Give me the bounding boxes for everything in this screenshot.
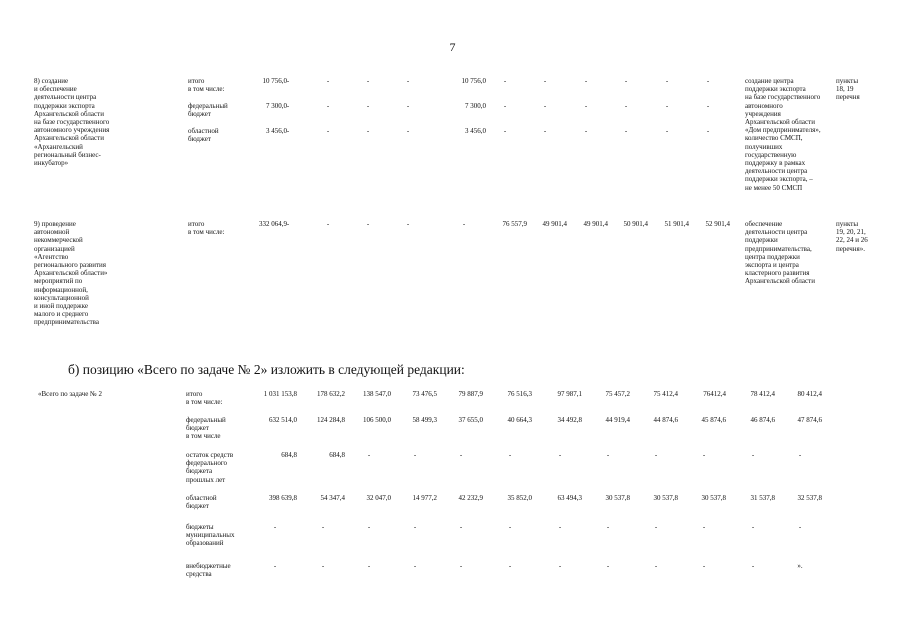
- row9-total-cell: -: [406, 220, 410, 228]
- total-by-task-cell: 32 537,8: [797, 494, 822, 502]
- row8-fed-cell: -: [584, 102, 588, 110]
- total-by-task-cell: 79 887,9: [458, 390, 483, 398]
- row8-source-federal: федеральный бюджет: [188, 102, 228, 119]
- row8-reg-cell: 3 456,0: [266, 127, 287, 135]
- total-by-task-cell: 1 031 153,8: [263, 390, 297, 398]
- total-by-task-cell: 684,8: [329, 451, 345, 459]
- total-by-task-cell: 58 499,3: [412, 416, 437, 424]
- total-by-task-cell: 34 492,8: [557, 416, 582, 424]
- total-by-task-cell: -: [751, 451, 755, 459]
- total-by-task-cell: -: [367, 523, 371, 531]
- total-by-task-cell: 97 987,1: [557, 390, 582, 398]
- row9-result: обеспечение деятельности центра поддержки предпринимательства, центра поддержки экспорта и центра кластерного развития Архангельской области: [745, 220, 815, 286]
- total-by-task-cell: -: [459, 562, 463, 570]
- total-by-task-cell: -: [367, 451, 371, 459]
- row8-fed-cell: -: [406, 102, 410, 110]
- total-by-task-cell: -: [321, 562, 325, 570]
- total-by-task-cell: -: [798, 451, 802, 459]
- row8-fed-cell: -: [665, 102, 669, 110]
- total-by-task-cell: -: [702, 451, 706, 459]
- row8-total-cell: -: [665, 77, 669, 85]
- total-by-task-cell: 30 537,8: [605, 494, 630, 502]
- total-by-task-cell: -: [558, 523, 562, 531]
- total-by-task-cell: 63 494,3: [557, 494, 582, 502]
- total-by-task-cell: 37 655,0: [458, 416, 483, 424]
- section-b-heading: б) позицию «Всего по задаче № 2» изложить в следующей редакции:: [68, 362, 465, 377]
- total-by-task-cell: 46 874,6: [750, 416, 775, 424]
- row8-reg-cell: -: [406, 127, 410, 135]
- total-by-task-cell: 54 347,4: [320, 494, 345, 502]
- total-by-task-cell: 76 516,3: [507, 390, 532, 398]
- row8-total-cell: -: [624, 77, 628, 85]
- total-by-task-cell: 632 514,0: [269, 416, 297, 424]
- row8-source-total: итого в том числе:: [188, 77, 225, 94]
- row8-reg-cell: -: [503, 127, 507, 135]
- total-by-task-source: остаток средств федерального бюджета прошлых лет: [186, 451, 234, 484]
- row8-fed-cell: -: [503, 102, 507, 110]
- total-by-task-cell: -: [751, 523, 755, 531]
- total-by-task-cell: 75 457,2: [605, 390, 630, 398]
- total-by-task-cell: -: [798, 523, 802, 531]
- total-by-task-cell: -: [367, 562, 371, 570]
- total-by-task-cell: -: [413, 562, 417, 570]
- total-by-task-cell: -: [654, 451, 658, 459]
- row9-total-cell: 76 557,9: [502, 220, 527, 228]
- total-by-task-cell: -: [413, 451, 417, 459]
- total-by-task-cell: -: [606, 523, 610, 531]
- row9-total-cell: -: [462, 220, 466, 228]
- total-by-task-cell: 30 537,8: [653, 494, 678, 502]
- row8-fed-cell: -: [286, 102, 290, 110]
- total-by-task-cell: -: [459, 523, 463, 531]
- total-by-task-cell: 40 664,3: [507, 416, 532, 424]
- total-by-task-cell: 14 977,2: [412, 494, 437, 502]
- total-by-task-cell: ».: [797, 562, 803, 570]
- total-by-task-cell: 684,8: [281, 451, 297, 459]
- row9-total-cell: 49 901,4: [583, 220, 608, 228]
- row9-total-cell: 51 901,4: [664, 220, 689, 228]
- total-by-task-cell: 80 412,4: [797, 390, 822, 398]
- total-by-task-source: федеральный бюджет в том числе: [186, 416, 226, 441]
- total-by-task-cell: 47 874,6: [797, 416, 822, 424]
- total-by-task-cell: -: [558, 562, 562, 570]
- total-by-task-cell: 35 852,0: [507, 494, 532, 502]
- row8-reg-cell: 3 456,0: [465, 127, 486, 135]
- page-number: 7: [449, 40, 456, 54]
- total-by-task-cell: -: [413, 523, 417, 531]
- row8-reg-cell: -: [286, 127, 290, 135]
- total-by-task-cell: -: [273, 562, 277, 570]
- row8-reg-cell: -: [543, 127, 547, 135]
- total-by-task-cell: 106 500,0: [363, 416, 391, 424]
- total-by-task-cell: -: [321, 523, 325, 531]
- row8-total-cell: -: [503, 77, 507, 85]
- total-by-task-label: «Всего по задаче № 2: [38, 390, 102, 398]
- row8-total-cell: -: [286, 77, 290, 85]
- row8-total-cell: -: [706, 77, 710, 85]
- row9-total-cell: 332 064,9: [259, 220, 287, 228]
- total-by-task-cell: -: [508, 523, 512, 531]
- row8-fed-cell: -: [543, 102, 547, 110]
- row8-fed-cell: -: [326, 102, 330, 110]
- total-by-task-cell: 138 547,0: [363, 390, 391, 398]
- total-by-task-cell: -: [702, 523, 706, 531]
- row8-total-cell: -: [406, 77, 410, 85]
- row9-total-cell: -: [326, 220, 330, 228]
- row8-fed-cell: -: [366, 102, 370, 110]
- total-by-task-cell: 45 874,6: [701, 416, 726, 424]
- row8-reg-cell: -: [665, 127, 669, 135]
- total-by-task-cell: 42 232,9: [458, 494, 483, 502]
- total-by-task-cell: -: [702, 562, 706, 570]
- total-by-task-cell: -: [654, 562, 658, 570]
- total-by-task-cell: -: [606, 451, 610, 459]
- row8-reg-cell: -: [366, 127, 370, 135]
- total-by-task-cell: 32 047,0: [366, 494, 391, 502]
- total-by-task-source: бюджеты муниципальных образований: [186, 523, 235, 548]
- row8-fed-cell: -: [624, 102, 628, 110]
- row9-total-cell: -: [366, 220, 370, 228]
- row8-total-cell: -: [584, 77, 588, 85]
- row8-reg-cell: -: [326, 127, 330, 135]
- row8-total-cell: 10 756,0: [461, 77, 486, 85]
- row8-description: 8) создание и обеспечение деятельности центра поддержки экспорта Архангельской области на базе государственного автономного учреждения Архангельской области «Архангельский региональный бизнес- инкубатор»: [34, 77, 110, 168]
- row9-total-cell: 52 901,4: [705, 220, 730, 228]
- total-by-task-cell: 124 284,8: [317, 416, 345, 424]
- row9-source-total: итого в том числе:: [188, 220, 225, 237]
- total-by-task-cell: 178 632,2: [317, 390, 345, 398]
- row9-total-cell: 49 901,4: [542, 220, 567, 228]
- row8-total-cell: -: [366, 77, 370, 85]
- total-by-task-cell: 30 537,8: [701, 494, 726, 502]
- total-by-task-cell: 31 537,8: [750, 494, 775, 502]
- total-by-task-cell: 398 639,8: [269, 494, 297, 502]
- row8-reg-cell: -: [706, 127, 710, 135]
- total-by-task-cell: -: [508, 562, 512, 570]
- total-by-task-source: областной бюджет: [186, 494, 217, 511]
- row8-reg-cell: -: [624, 127, 628, 135]
- total-by-task-cell: -: [508, 451, 512, 459]
- total-by-task-cell: 44 874,6: [653, 416, 678, 424]
- row8-fed-cell: 7 300,0: [465, 102, 486, 110]
- total-by-task-cell: 76412,4: [703, 390, 726, 398]
- row8-result: создание центра поддержки экспорта на базе государственного автономного учреждения Архангельской области «Дом предпринимателя», количество СМСП, получивших государственную поддержку в рамках деятельности центра поддержки экспорта, – не менее 50 СМСП: [745, 77, 821, 192]
- total-by-task-source: внебюджетные средства: [186, 562, 231, 579]
- row9-reference: пункты 19, 20, 21, 22, 24 и 26 перечня».: [836, 220, 868, 253]
- total-by-task-cell: -: [273, 523, 277, 531]
- total-by-task-source: итого в том числе:: [186, 390, 223, 407]
- total-by-task-cell: -: [558, 451, 562, 459]
- row8-total-cell: -: [543, 77, 547, 85]
- row9-total-cell: -: [286, 220, 290, 228]
- row8-total-cell: 10 756,0: [262, 77, 287, 85]
- row8-reference: пункты 18, 19 перечня: [836, 77, 860, 102]
- row8-reg-cell: -: [584, 127, 588, 135]
- total-by-task-cell: -: [654, 523, 658, 531]
- total-by-task-cell: 75 412,4: [653, 390, 678, 398]
- row9-description: 9) проведение автономной некоммерческой организацией «Агентство регионального развития Архангельской области» мероприятий по информационной, консультационной и иной поддержке малого и среднего предпринимательства: [34, 220, 108, 327]
- row8-fed-cell: -: [706, 102, 710, 110]
- total-by-task-cell: 78 412,4: [750, 390, 775, 398]
- row9-total-cell: 50 901,4: [623, 220, 648, 228]
- row8-source-regional: областной бюджет: [188, 127, 219, 144]
- total-by-task-cell: -: [751, 562, 755, 570]
- row8-fed-cell: 7 300,0: [266, 102, 287, 110]
- total-by-task-cell: 44 919,4: [605, 416, 630, 424]
- total-by-task-cell: -: [606, 562, 610, 570]
- row8-total-cell: -: [326, 77, 330, 85]
- total-by-task-cell: -: [459, 451, 463, 459]
- total-by-task-cell: 73 476,5: [412, 390, 437, 398]
